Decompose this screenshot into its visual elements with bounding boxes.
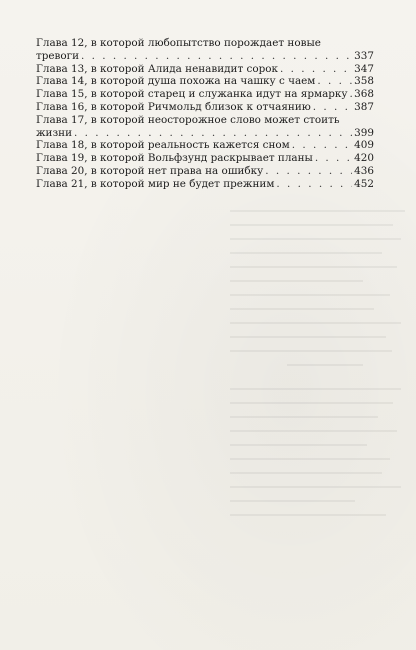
toc-entry[interactable]	[36, 63, 374, 76]
toc-entry-title-cont: жизни	[36, 126, 73, 139]
toc-page-number: 368	[354, 88, 374, 101]
toc-entry[interactable]	[36, 101, 374, 114]
toc-page-number: 436	[354, 164, 374, 177]
dot-leader	[81, 50, 352, 63]
toc-entry[interactable]	[36, 178, 374, 191]
dot-leader	[315, 152, 352, 165]
toc-page-number: 420	[354, 152, 374, 165]
toc-entry-title-cont: тревоги	[36, 49, 80, 62]
show-through-text	[230, 210, 416, 590]
toc-page-number: 452	[354, 177, 374, 190]
toc-entry[interactable]	[36, 165, 374, 178]
toc-entry[interactable]	[36, 152, 374, 165]
dot-leader	[292, 139, 352, 152]
toc-page-number: 347	[354, 62, 374, 75]
toc-entry[interactable]	[36, 139, 374, 152]
dot-leader	[313, 101, 352, 114]
toc-entry-title: Глава 21, в которой мир не будет прежним	[36, 177, 275, 190]
toc-entry-title: Глава 18, в которой реальность кажется сном	[36, 139, 290, 152]
toc-entry[interactable]	[36, 37, 374, 63]
toc-entry-title: Глава 14, в которой душа похожа на чашку с чаем	[36, 75, 316, 88]
toc-entry-title: Глава 19, в которой Вольфзунд раскрывает планы	[36, 152, 313, 165]
toc-page-number: 387	[354, 100, 374, 113]
toc-entry[interactable]	[36, 75, 374, 88]
toc-entry-title: Глава 17, в которой неосторожное слово может стоить	[36, 113, 340, 126]
toc-entry-title: Глава 12, в которой любопытство порождает новые	[36, 37, 321, 49]
dot-leader	[280, 63, 352, 76]
dot-leader	[276, 178, 352, 191]
toc-entry-title: Глава 20, в которой нет права на ошибку	[36, 164, 264, 177]
toc-entry-title: Глава 15, в которой старец и служанка идут на ярмарку	[36, 88, 348, 101]
toc-entry[interactable]	[36, 88, 374, 101]
dot-leader	[317, 75, 352, 88]
toc-entry-title: Глава 16, в которой Ричмольд близок к отчаянию	[36, 100, 311, 113]
dot-leader	[265, 165, 352, 178]
toc-page-number: 337	[354, 49, 374, 62]
table-of-contents	[36, 37, 374, 191]
dot-leader	[74, 127, 352, 140]
toc-page-number: 409	[354, 139, 374, 152]
toc-page-number: 358	[354, 75, 374, 88]
dot-leader	[350, 88, 352, 101]
toc-page-number: 399	[354, 126, 374, 139]
toc-entry-title: Глава 13, в которой Алида ненавидит сорок	[36, 62, 279, 75]
toc-entry[interactable]	[36, 114, 374, 140]
